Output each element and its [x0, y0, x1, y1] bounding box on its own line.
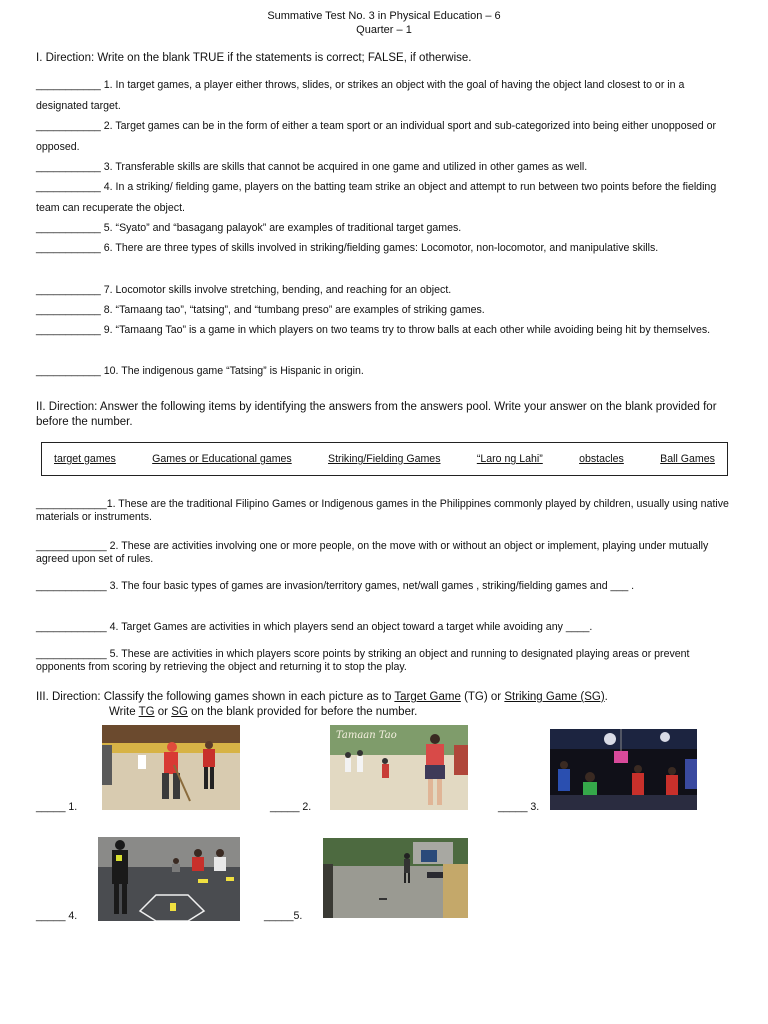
answer-blank[interactable]: ___________: [36, 161, 101, 173]
part1-item-9: ___________ 9. “Tamaang Tao” is a game in which players on two teams try to throw balls at each other while avoiding being hit by themselves.: [36, 324, 711, 336]
quarter-label: Quarter – 1: [356, 24, 412, 36]
pool-option: “Laro ng Lahi”: [476, 453, 543, 465]
answer-blank[interactable]: ___________: [36, 79, 101, 91]
answer-blank[interactable]: ___________: [36, 304, 101, 316]
photo-3: [550, 729, 697, 810]
pool-option: Ball Games: [660, 453, 715, 465]
part3-direction-line2: Write TG or SG on the blank provided for before the number.: [109, 706, 418, 718]
part2-item-2: ____________ 2. These are activities involving one or more people, on the move with or without an object or implement, playing under mutually agreed upon set of rules.: [36, 540, 709, 565]
photo-3-answer[interactable]: _____ 3.: [498, 801, 540, 813]
answer-blank[interactable]: ____________: [36, 648, 107, 660]
pool-option: Striking/Fielding Games: [328, 453, 441, 465]
photo-4: [98, 837, 240, 921]
part1-item-7: ___________ 7. Locomotor skills involve stretching, bending, and reaching for an object.: [36, 284, 452, 296]
answer-blank[interactable]: ___________: [36, 242, 101, 254]
pool-option: Games or Educational games: [152, 453, 292, 465]
part2-direction: II. Direction: Answer the following items by identifying the answers from the answers pool. Write your answer on the blank provided for before the number.: [36, 401, 717, 428]
test-title: Summative Test No. 3 in Physical Education – 6: [267, 10, 501, 22]
answer-blank[interactable]: ___________: [36, 365, 101, 377]
answer-blank[interactable]: ___________: [36, 284, 101, 296]
part1-item-6: ___________ 6. There are three types of skills involved in striking/fielding games: Locomotor, non-locomotor, and manipulative skills.: [36, 242, 659, 254]
part3-direction: III. Direction: Classify the following games shown in each picture as to Target Game (TG) or Striking Game (SG).: [36, 691, 608, 703]
part2-item-5: ____________ 5. These are activities in which players score points by striking an object and running to designated playing areas or prevent opponents from scoring by retrieving the object and returning it to stop the play.: [36, 648, 690, 673]
photo-5: [323, 838, 468, 918]
part1-item-3: ___________ 3. Transferable skills are skills that cannot be acquired in one game and utilized in other games as well.: [36, 161, 588, 173]
photo-2-answer[interactable]: _____ 2.: [270, 801, 312, 813]
answer-blank[interactable]: ____________: [36, 540, 107, 552]
part2-item-3: ____________ 3. The four basic types of games are invasion/territory games, net/wall games , striking/fielding games and ___ .: [36, 580, 635, 592]
answer-blank[interactable]: ___________: [36, 324, 101, 336]
part1-item-5: ___________ 5. “Syato” and “basagang palayok” are examples of traditional target games.: [36, 222, 462, 234]
part2-item-1: ____________1. These are the traditional Filipino Games or Indigenous games in the Philippines commonly played by children, usually using native materials or instruments.: [36, 498, 729, 523]
answer-pool-box: [41, 442, 728, 476]
answer-blank[interactable]: ____________: [36, 580, 107, 592]
part1-item-4: ___________ 4. In a striking/ fielding game, players on the batting team strike an object and attempt to run between two points before the fielding team can recuperate the object.: [36, 181, 717, 214]
photo-1-answer[interactable]: _____ 1.: [36, 801, 78, 813]
pool-option: target games: [54, 453, 116, 465]
part1-item-10: ___________ 10. The indigenous game “Tatsing” is Hispanic in origin.: [36, 365, 364, 377]
part1-item-8: ___________ 8. “Tamaang tao”, “tatsing”, and “tumbang preso” are examples of striking games.: [36, 304, 485, 316]
photo-caption: Tamaan Tao: [336, 730, 397, 741]
answer-blank[interactable]: ___________: [36, 181, 101, 193]
answer-blank[interactable]: ____________: [36, 498, 107, 510]
photo-4-answer[interactable]: _____ 4.: [36, 910, 78, 922]
part1-item-1: ___________ 1. In target games, a player either throws, slides, or strikes an object with the goal of having the object land closest to or in a designated target.: [36, 79, 685, 112]
answer-blank[interactable]: ___________: [36, 120, 101, 132]
pool-option: obstacles: [579, 453, 624, 465]
photo-2: [330, 725, 468, 810]
answer-blank[interactable]: ____________: [36, 621, 107, 633]
part2-item-4: ____________ 4. Target Games are activities in which players send an object toward a target while avoiding any ____.: [36, 621, 593, 633]
part1-direction: I. Direction: Write on the blank TRUE if the statements is correct; FALSE, if otherwise.: [36, 52, 472, 64]
answer-blank[interactable]: ___________: [36, 222, 101, 234]
part1-item-2: ___________ 2. Target games can be in the form of either a team sport or an individual sport and sub-categorized into being either unopposed or opposed.: [36, 120, 717, 153]
photo-5-answer[interactable]: _____5.: [264, 910, 303, 922]
photo-1: [102, 725, 240, 810]
